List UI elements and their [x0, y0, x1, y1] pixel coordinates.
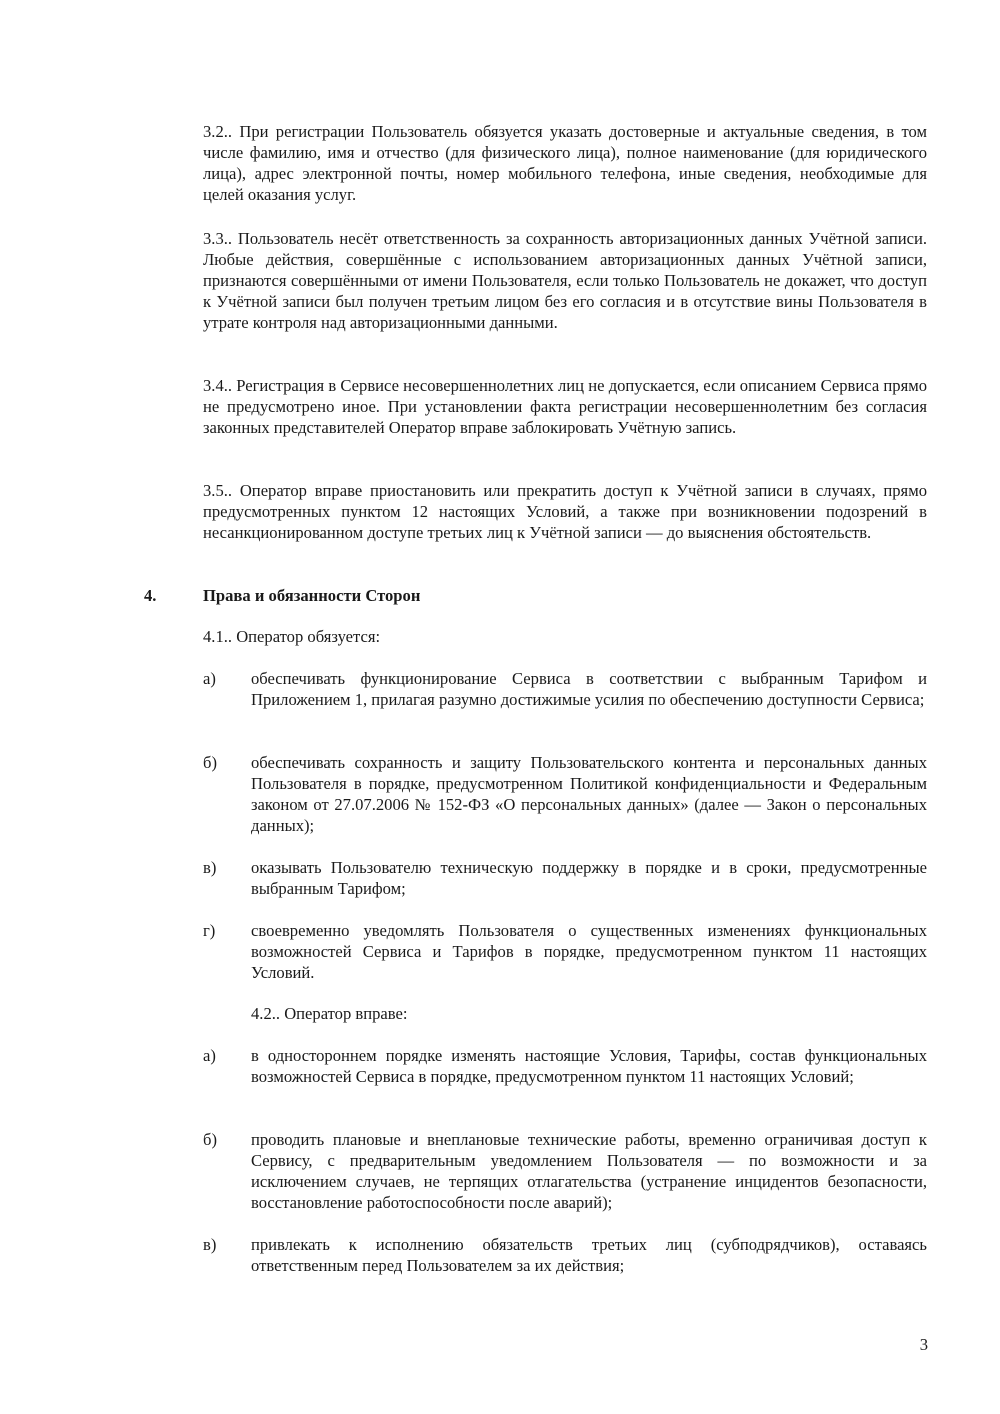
clause-4-2-heading: 4.2.. Оператор вправе:: [251, 1004, 408, 1023]
list-item-text: проводить плановые и внеплановые технические работы, временно ограничивая доступ к Сервису, с предварительным уведомлением Пользователя — по возможности и за исключением случаев, не терпящих отлагательства (устранение инцидентов безопасности, восстановление работоспособности после аварий);: [251, 1130, 927, 1212]
list-item-text: в одностороннем порядке изменять настоящие Условия, Тарифы, состав функциональных возможностей Сервиса в порядке, предусмотренном пунктом 11 настоящих Условий;: [251, 1046, 927, 1086]
list-item-text: привлекать к исполнению обязательств третьих лиц (субподрядчиков), оставаясь ответственным перед Пользователем за их действия;: [251, 1235, 927, 1275]
list-item-marker: б): [203, 1130, 217, 1149]
list-item-text: обеспечивать сохранность и защиту Пользовательского контента и персональных данных Пользователя в порядке, предусмотренном Политикой конфиденциальности и Федеральным законом от 27.07.2006 № 152-ФЗ «О персональных данных» (далее — Закон о персональных данных);: [251, 753, 927, 835]
list-item-text: оказывать Пользователю техническую поддержку в порядке и в сроки, предусмотренные выбранным Тарифом;: [251, 858, 927, 898]
clause-4-1-heading: 4.1.. Оператор обязуется:: [203, 627, 381, 646]
list-item-text: своевременно уведомлять Пользователя о существенных изменениях функциональных возможностей Сервиса и Тарифов в порядке, предусмотренном пунктом 11 настоящих Условий.: [251, 921, 927, 982]
list-item-marker: а): [203, 1046, 216, 1065]
list-item-text: обеспечивать функционирование Сервиса в соответствии с выбранным Тарифом и Приложением 1, прилагая разумно достижимые усилия по обеспечению доступности Сервиса;: [251, 669, 927, 709]
clause-3-5: 3.5.. Оператор вправе приостановить или прекратить доступ к Учётной записи в случаях, прямо предусмотренных пунктом 12 настоящих Условий, а также при возникновении подозрений в несанкционированном доступе третьих лиц к Учётной записи — до выяснения обстоятельств.: [203, 481, 927, 542]
list-item-marker: в): [203, 858, 217, 877]
list-item-marker: а): [203, 669, 216, 688]
list-item-marker: г): [203, 921, 216, 940]
clause-3-2: 3.2.. При регистрации Пользователь обязуется указать достоверные и актуальные сведения, в том числе фамилию, имя и отчество (для физического лица), полное наименование (для юридического лица), адрес электронной почты, номер мобильного телефона, иные сведения, необходимые для целей оказания услуг.: [203, 122, 927, 204]
section-title: Права и обязанности Сторон: [203, 586, 421, 605]
list-item-marker: б): [203, 753, 217, 772]
page-number: 3: [919, 1335, 928, 1354]
clause-3-4: 3.4.. Регистрация в Сервисе несовершеннолетних лиц не допускается, если описанием Сервиса прямо не предусмотрено иное. При установлении факта регистрации несовершеннолетним без согласия законных представителей Оператор вправе заблокировать Учётную запись.: [203, 376, 927, 437]
list-item-marker: в): [203, 1235, 217, 1254]
clause-3-3: 3.3.. Пользователь несёт ответственность за сохранность авторизационных данных Учётной записи. Любые действия, совершённые с использованием авторизационных данных Учётной записи, признаются совершёнными от имени Пользователя, если только Пользователь не докажет, что доступ к Учётной записи был получен третьим лицом без его согласия и в отсутствие вины Пользователя в утрате контроля над авторизационными данными.: [203, 229, 927, 332]
section-number: 4.: [144, 586, 157, 605]
